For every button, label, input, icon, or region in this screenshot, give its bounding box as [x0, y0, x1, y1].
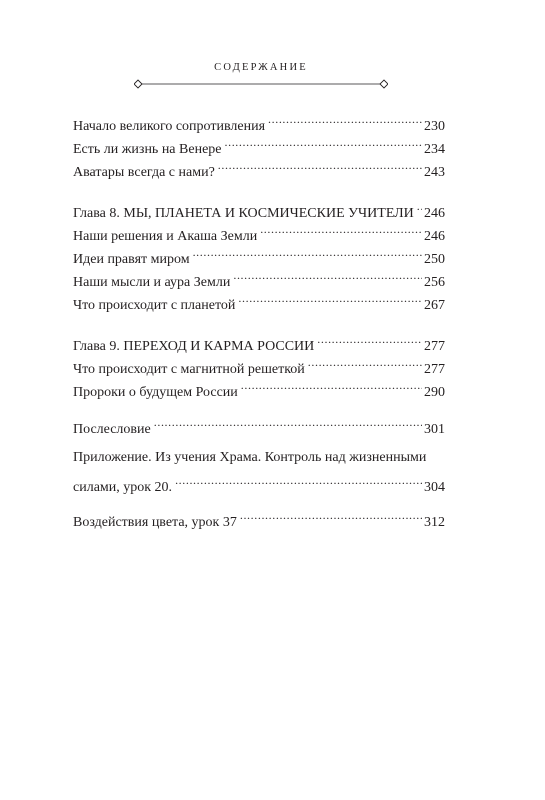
toc-entry-afterword[interactable]	[73, 410, 445, 437]
dot-leader	[154, 410, 422, 433]
toc-entry-page: 301	[424, 422, 445, 437]
toc-entry-title: Что происходит с планетой	[73, 298, 236, 313]
toc-entry-page: 277	[424, 339, 445, 354]
dot-leader	[308, 350, 422, 373]
toc-entry-title: Наши мысли и аура Земли	[73, 275, 231, 290]
right-diamond-ornament	[380, 80, 388, 88]
toc-entry-title: Пророки о будущем России	[73, 385, 238, 400]
toc-entry-title: Воздействия цвета, урок 37	[73, 515, 237, 530]
toc-entry-title: Аватары всегда с нами?	[73, 165, 215, 180]
toc-entry-title: Послесловие	[73, 422, 151, 437]
toc-header	[134, 60, 388, 92]
toc-heading: СОДЕРЖАНИЕ	[214, 62, 308, 73]
toc-entry-page: 277	[424, 362, 445, 377]
toc-entry-page: 256	[424, 275, 445, 290]
dot-leader	[260, 217, 422, 240]
toc-entry-page: 312	[424, 515, 445, 530]
toc-chapter-entry[interactable]	[73, 194, 445, 221]
dot-leader	[417, 194, 422, 217]
dot-leader	[240, 503, 422, 526]
toc-chapter-title: Глава 8. МЫ, ПЛАНЕТА И КОСМИЧЕСКИЕ УЧИТЕЛИ	[73, 206, 414, 221]
toc-chapter-entry[interactable]	[73, 327, 445, 354]
toc-entry-page: 246	[424, 206, 445, 221]
dot-leader	[193, 240, 422, 263]
left-diamond-ornament	[134, 80, 142, 88]
table-of-contents	[73, 107, 445, 530]
toc-entry-page: 267	[424, 298, 445, 313]
toc-entry-title: Есть ли жизнь на Венере	[73, 142, 222, 157]
toc-entry-appendix[interactable]	[73, 447, 445, 495]
ornamental-rule	[134, 79, 388, 89]
toc-entry-page: 250	[424, 252, 445, 267]
toc-entry-page: 243	[424, 165, 445, 180]
dot-leader	[317, 327, 422, 350]
dot-leader	[218, 153, 422, 176]
toc-entry-page: 304	[424, 480, 445, 495]
dot-leader	[268, 107, 422, 130]
dot-leader	[233, 263, 422, 286]
toc-chapter-title: Глава 9. ПЕРЕХОД И КАРМА РОССИИ	[73, 339, 315, 354]
toc-entry-title: Наши решения и Акаша Земли	[73, 229, 258, 244]
toc-entry-page: 290	[424, 385, 445, 400]
dot-leader	[238, 286, 422, 309]
toc-entry[interactable]	[73, 107, 445, 134]
toc-entry-colors[interactable]	[73, 503, 445, 530]
dot-leader	[225, 130, 423, 153]
dot-leader	[175, 468, 422, 491]
toc-entry-title: Идеи правят миром	[73, 252, 190, 267]
toc-entry-page: 246	[424, 229, 445, 244]
toc-entry-title-line1: Приложение. Из учения Храма. Контроль над жизненными	[73, 450, 427, 465]
toc-entry-page: 234	[424, 142, 445, 157]
toc-entry-title: Что происходит с магнитной решеткой	[73, 362, 305, 377]
toc-entry-title: Начало великого сопротивления	[73, 119, 266, 134]
dot-leader	[241, 373, 422, 396]
toc-entry-title-line2: силами, урок 20.	[73, 480, 173, 495]
toc-entry-page: 230	[424, 119, 445, 134]
